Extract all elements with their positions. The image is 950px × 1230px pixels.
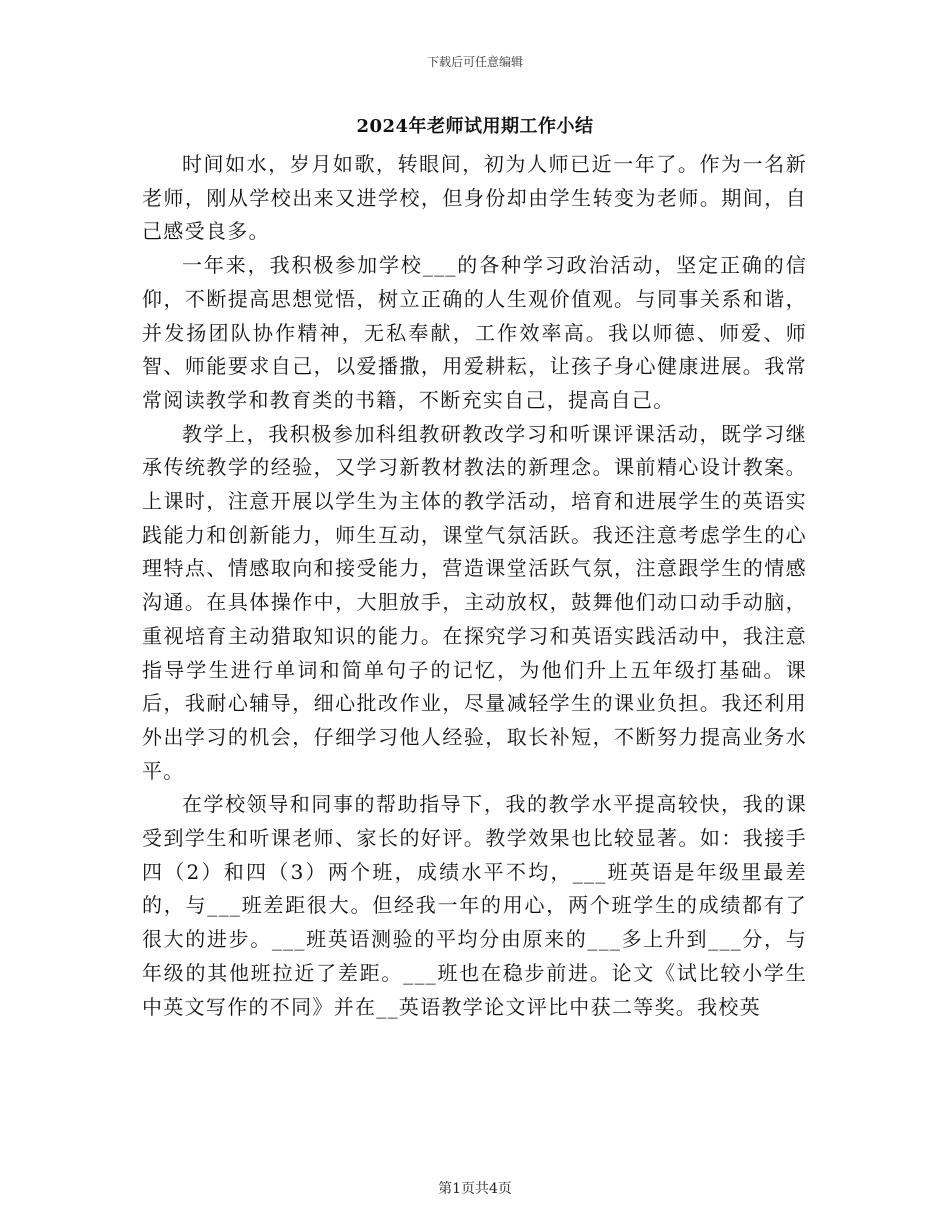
document-body xyxy=(142,148,807,1024)
paragraph-teaching: 教学上，我积极参加科组教研教改学习和听课评课活动，既学习继承传统教学的经验，又学习新教材教法的新理念。课前精心设计教案。上课时，注意开展以学生为主体的教学活动，培育和进展学生的英语实践能力和创新能力，师生互动，课堂气氛活跃。我还注意考虑学生的心理特点、情感取向和接受能力，营造课堂活跃气氛，注意跟学生的情感沟通。在具体操作中，大胆放手，主动放权，鼓舞他们动口动手动脑，重视培育主动猎取知识的能力。在探究学习和英语实践活动中，我注意指导学生进行单词和简单句子的记忆，为他们升上五年级打基础。课后，我耐心辅导，细心批改作业，尽量减轻学生的课业负担。我还利用外出学习的机会，仔细学习他人经验，取长补短，不断努力提高业务水平。 xyxy=(142,421,807,783)
paragraph-intro: 时间如水，岁月如歌，转眼间，初为人师已近一年了。作为一名新老师，刚从学校出来又进学校，但身份却由学生转变为老师。期间，自己感受良多。 xyxy=(142,152,807,244)
page-footer-indicator: 第1页共4页 xyxy=(438,1181,512,1197)
page-header-note: 下载后可任意编辑 xyxy=(426,55,523,69)
paragraph-political-study: 一年来，我积极参加学校___的各种学习政治活动，坚定正确的信仰，不断提高思想觉悟，树立正确的人生观价值观。与同事关系和谐，并发扬团队协作精神，无私奉献，工作效率高。我以师德、师爱、师智、师能要求自己，以爱播撒，用爱耕耘，让孩子身心健康进展。我常常阅读教学和教育类的书籍，不断充实自己，提高自己。 xyxy=(142,253,807,412)
document-title: 2024年老师试用期工作小结 xyxy=(356,116,594,137)
paragraph-results: 在学校领导和同事的帮助指导下，我的教学水平提高较快，我的课受到学生和听课老师、家长的好评。教学效果也比较显著。如：我接手四（2）和四（3）两个班，成绩水平不均，___班英语是年级里最差的，与___班差距很大。但经我一年的用心，两个班学生的成绩都有了很大的进步。___班英语测验的平均分由原来的___多上升到___分，与年级的其他班拉近了差距。___班也在稳步前进。论文《试比较小学生中英文写作的不同》并在__英语教学论文评比中获二等奖。我校英 xyxy=(142,792,807,1019)
